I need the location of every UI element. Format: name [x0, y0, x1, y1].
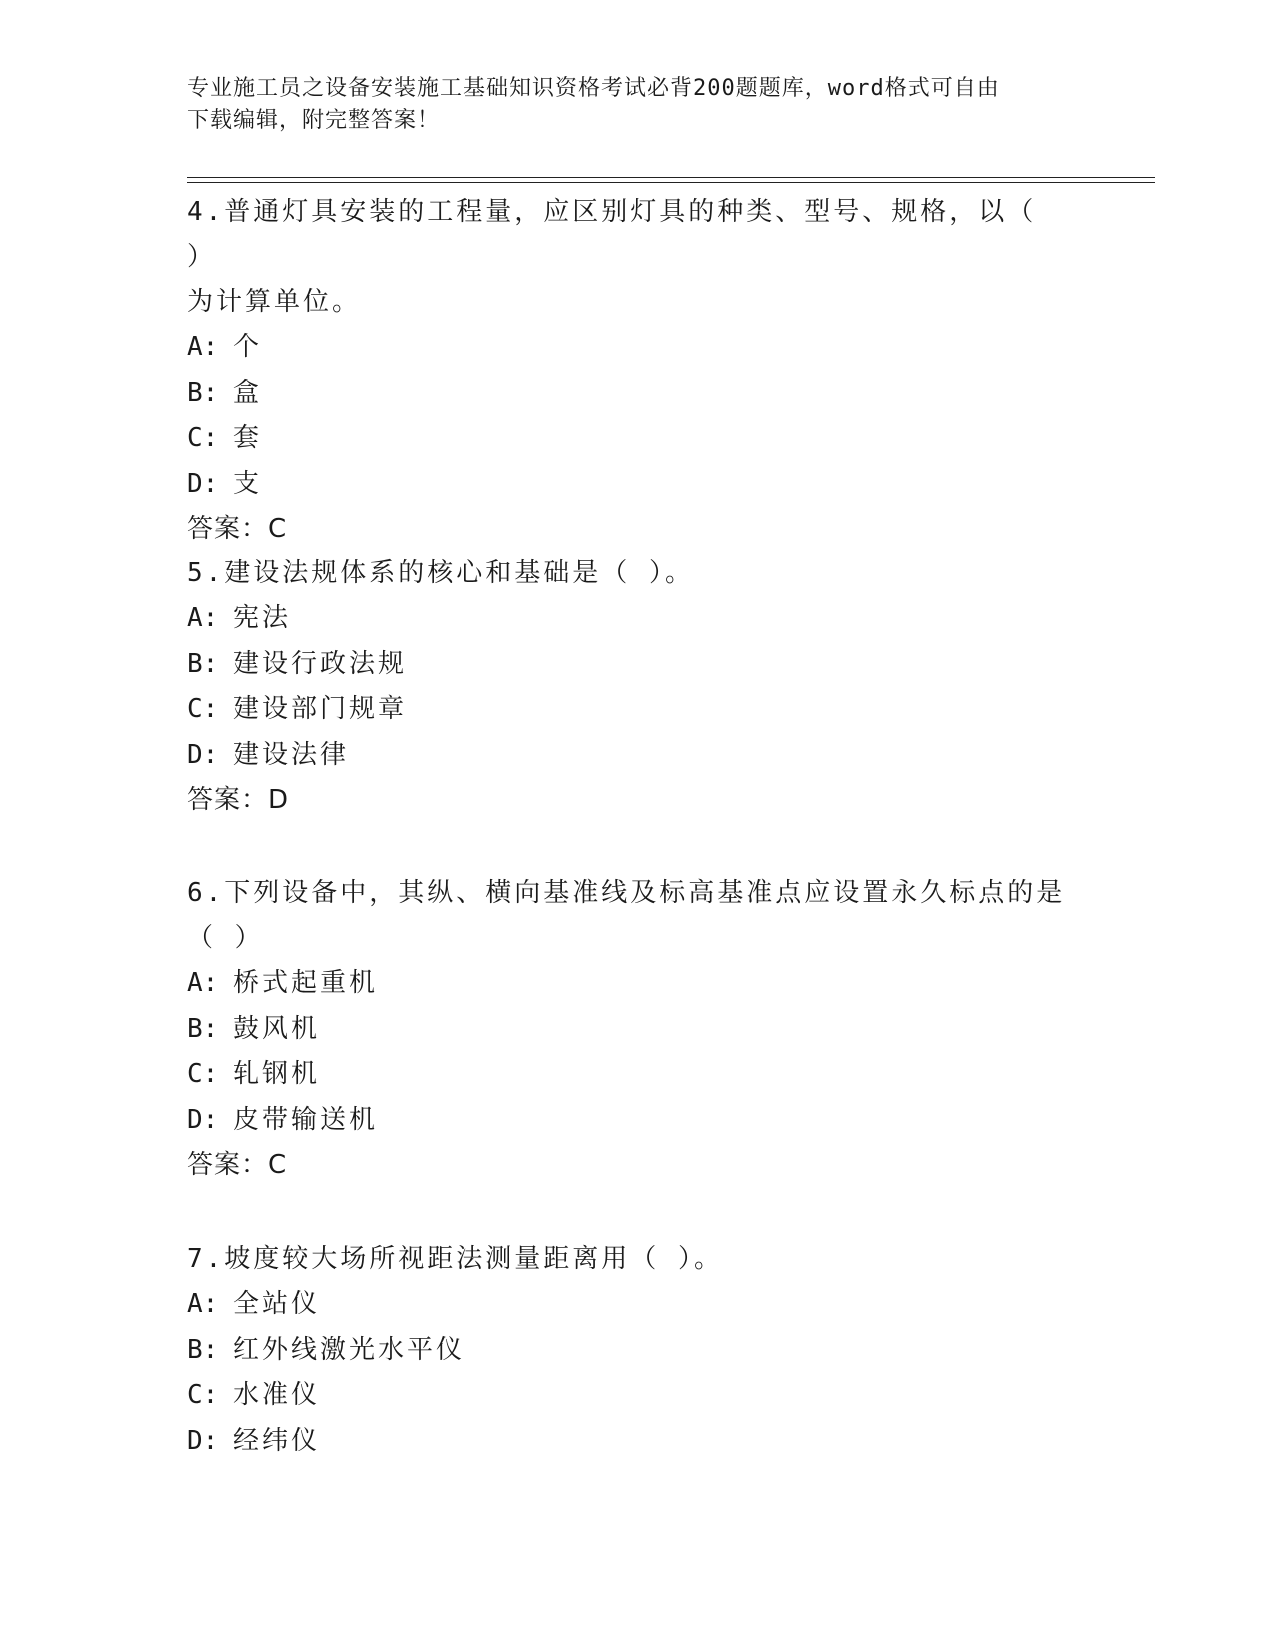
question-stem-line: 5.建设法规体系的核心和基础是（ ）。: [187, 558, 694, 588]
question-stem-line: 7.坡度较大场所视距法测量距离用（ ）。: [187, 1244, 723, 1274]
option-text: 鼓风机: [233, 1013, 321, 1044]
answer-line: 答案：C: [187, 514, 288, 544]
option-b: [187, 642, 1067, 688]
option-letter: B:: [187, 648, 219, 679]
option-letter: D:: [187, 1104, 219, 1135]
option-text: 桥式起重机: [233, 968, 379, 998]
header-divider-top: [187, 177, 1155, 178]
option-text: 轧钢机: [233, 1059, 321, 1089]
option-text: 建设部门规章: [233, 694, 408, 724]
option-a: [187, 1282, 1067, 1328]
answer-line: 答案：C: [187, 1150, 288, 1180]
option-d: [187, 462, 1067, 508]
option-c: [187, 687, 1067, 733]
question-stem-line: 4.普通灯具安装的工程量，应区别灯具的种类、型号、规格，以（ ）: [187, 197, 1037, 272]
option-text: 盒: [233, 377, 263, 408]
header-line-1: 专业施工员之设备安装施工基础知识资格考试必背200题题库，word格式可自由: [187, 76, 1000, 101]
question-stem-line: （ ）: [187, 923, 264, 953]
option-a: [187, 325, 1067, 371]
option-letter: B:: [187, 377, 219, 408]
option-letter: D:: [187, 468, 219, 499]
option-letter: C:: [187, 423, 219, 453]
option-text: 支: [233, 468, 263, 499]
option-text: 皮带输送机: [233, 1104, 379, 1135]
option-c: [187, 1052, 1067, 1098]
option-letter: A:: [187, 1289, 219, 1319]
option-b: [187, 1007, 1067, 1053]
option-d: [187, 733, 1067, 779]
option-text: 经纬仪: [233, 1425, 321, 1456]
option-c: [187, 416, 1067, 462]
option-letter: A:: [187, 968, 219, 998]
document-header: [187, 73, 1067, 137]
option-text: 建设法律: [233, 739, 350, 770]
question-stem-line: 为计算单位。: [187, 287, 362, 317]
answer-line: 答案：D: [187, 785, 290, 815]
option-text: 宪法: [233, 603, 292, 633]
option-d: [187, 1098, 1067, 1144]
option-a: [187, 596, 1067, 642]
option-b: [187, 371, 1067, 417]
question-stem-line: 6.下列设备中，其纵、横向基准线及标高基准点应设置永久标点的是: [187, 878, 1066, 908]
header-divider-bottom: [187, 182, 1155, 183]
question-6: [187, 871, 1067, 1188]
option-text: 套: [233, 423, 263, 453]
option-letter: D:: [187, 739, 219, 770]
option-letter: B:: [187, 1334, 219, 1365]
option-letter: D:: [187, 1425, 219, 1456]
option-letter: A:: [187, 332, 219, 362]
option-letter: C:: [187, 1059, 219, 1089]
question-5: [187, 551, 1067, 823]
option-text: 全站仪: [233, 1289, 321, 1319]
option-a: [187, 961, 1067, 1007]
header-line-2: 下载编辑，附完整答案！: [187, 108, 441, 133]
option-text: 个: [233, 332, 263, 362]
question-7: [187, 1237, 1067, 1464]
option-letter: B:: [187, 1013, 219, 1044]
option-d: [187, 1419, 1067, 1465]
option-c: [187, 1373, 1067, 1419]
option-letter: C:: [187, 694, 219, 724]
option-text: 建设行政法规: [233, 648, 408, 679]
option-text: 水准仪: [233, 1380, 321, 1410]
option-text: 红外线激光水平仪: [233, 1334, 466, 1365]
question-4: [187, 190, 1067, 552]
option-b: [187, 1328, 1067, 1374]
option-letter: A:: [187, 603, 219, 633]
option-letter: C:: [187, 1380, 219, 1410]
